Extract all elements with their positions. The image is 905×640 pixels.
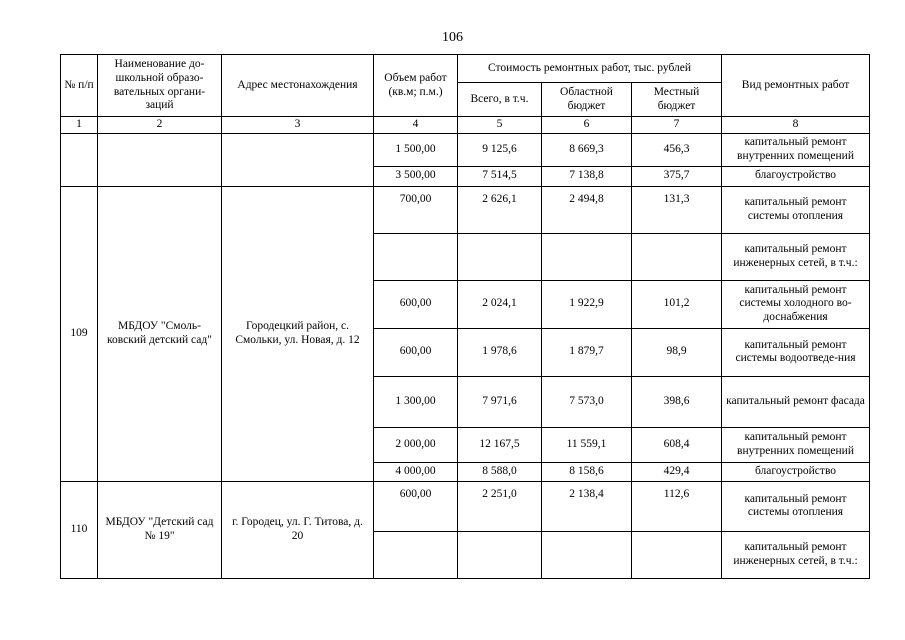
- cell-volume: 600,00: [374, 328, 458, 376]
- cell-local: 456,3: [632, 133, 722, 166]
- cell-total: 2 024,1: [458, 280, 542, 328]
- cell-total: [458, 233, 542, 280]
- header-total: Всего, в т.ч.: [458, 83, 542, 117]
- header-work-type: Вид ремонтных работ: [722, 55, 870, 117]
- cell-volume: 600,00: [374, 280, 458, 328]
- column-number-row: [61, 117, 870, 134]
- header-address: Адрес местонахождения: [222, 55, 374, 117]
- header-number: № п/п: [61, 55, 98, 117]
- cell-work-type: капитальный ремонт инженерных сетей, в т.ч.:: [722, 233, 870, 280]
- cell-work-type: капитальный ремонт инженерных сетей, в т.ч.:: [722, 531, 870, 578]
- cell-total: 9 125,6: [458, 133, 542, 166]
- cell-regional: 7 573,0: [542, 376, 632, 427]
- cell-total: 8 588,0: [458, 462, 542, 481]
- cell-volume: [374, 531, 458, 578]
- cell-work-type: капитальный ремонт внутренних помещений: [722, 133, 870, 166]
- cell-work-type: благоустройство: [722, 462, 870, 481]
- cell-regional: 1 922,9: [542, 280, 632, 328]
- column-number: 6: [542, 117, 632, 134]
- cell-work-type: капитальный ремонт системы холодного во-доснабжения: [722, 280, 870, 328]
- cell-volume: 1 300,00: [374, 376, 458, 427]
- cell-total: 7 971,6: [458, 376, 542, 427]
- cell-local: [632, 531, 722, 578]
- cell-name: МБДОУ "Смоль-ковский детский сад": [98, 186, 222, 481]
- cell-local: 131,3: [632, 186, 722, 233]
- column-number: 2: [98, 117, 222, 134]
- cell-local: 608,4: [632, 427, 722, 462]
- cell-local: 112,6: [632, 481, 722, 531]
- cell-work-type: капитальный ремонт системы водоотведе-ния: [722, 328, 870, 376]
- cell-local: 398,6: [632, 376, 722, 427]
- cell-address: [222, 133, 374, 186]
- cell-regional: [542, 233, 632, 280]
- cell-address: г. Городец, ул. Г. Титова, д. 20: [222, 481, 374, 578]
- column-number: 3: [222, 117, 374, 134]
- cell-volume: [374, 233, 458, 280]
- cell-work-type: капитальный ремонт фасада: [722, 376, 870, 427]
- cell-total: 2 251,0: [458, 481, 542, 531]
- cell-total: 12 167,5: [458, 427, 542, 462]
- cell-name: [98, 133, 222, 186]
- header-volume: Объем работ (кв.м; п.м.): [374, 55, 458, 117]
- column-number: 4: [374, 117, 458, 134]
- cell-work-type: капитальный ремонт системы отопления: [722, 481, 870, 531]
- cell-regional: 8 158,6: [542, 462, 632, 481]
- repair-works-table: [60, 54, 870, 579]
- cell-regional: [542, 531, 632, 578]
- cell-regional: 7 138,8: [542, 166, 632, 186]
- cell-local: 429,4: [632, 462, 722, 481]
- cell-regional: 8 669,3: [542, 133, 632, 166]
- cell-regional: 2 494,8: [542, 186, 632, 233]
- cell-local: 101,2: [632, 280, 722, 328]
- cell-total: 7 514,5: [458, 166, 542, 186]
- cell-regional: 2 138,4: [542, 481, 632, 531]
- cell-local: 98,9: [632, 328, 722, 376]
- header-cost-group: Стоимость ремонтных работ, тыс. рублей: [458, 55, 722, 83]
- cell-local: 375,7: [632, 166, 722, 186]
- cell-total: [458, 531, 542, 578]
- column-number: 7: [632, 117, 722, 134]
- cell-regional: 11 559,1: [542, 427, 632, 462]
- cell-total: 2 626,1: [458, 186, 542, 233]
- table-row: [61, 133, 870, 166]
- cell-regional: 1 879,7: [542, 328, 632, 376]
- table-row: [61, 186, 870, 233]
- cell-number: 110: [61, 481, 98, 578]
- header-row-1: [61, 55, 870, 83]
- column-number: 8: [722, 117, 870, 134]
- header-name: Наименование до-школьной образо-вательных органи-заций: [98, 55, 222, 117]
- page-number: 106: [442, 30, 463, 45]
- cell-local: [632, 233, 722, 280]
- column-number: 1: [61, 117, 98, 134]
- column-number: 5: [458, 117, 542, 134]
- header-local: Местный бюджет: [632, 83, 722, 117]
- cell-work-type: капитальный ремонт внутренних помещений: [722, 427, 870, 462]
- cell-number: [61, 133, 98, 186]
- cell-number: 109: [61, 186, 98, 481]
- cell-volume: 700,00: [374, 186, 458, 233]
- cell-name: МБДОУ "Детский сад № 19": [98, 481, 222, 578]
- cell-total: 1 978,6: [458, 328, 542, 376]
- cell-address: Городецкий район, с. Смольки, ул. Новая, д. 12: [222, 186, 374, 481]
- cell-volume: 1 500,00: [374, 133, 458, 166]
- cell-volume: 600,00: [374, 481, 458, 531]
- cell-volume: 3 500,00: [374, 166, 458, 186]
- header-regional: Областной бюджет: [542, 83, 632, 117]
- cell-volume: 2 000,00: [374, 427, 458, 462]
- table-row: [61, 481, 870, 531]
- cell-work-type: капитальный ремонт системы отопления: [722, 186, 870, 233]
- cell-work-type: благоустройство: [722, 166, 870, 186]
- cell-volume: 4 000,00: [374, 462, 458, 481]
